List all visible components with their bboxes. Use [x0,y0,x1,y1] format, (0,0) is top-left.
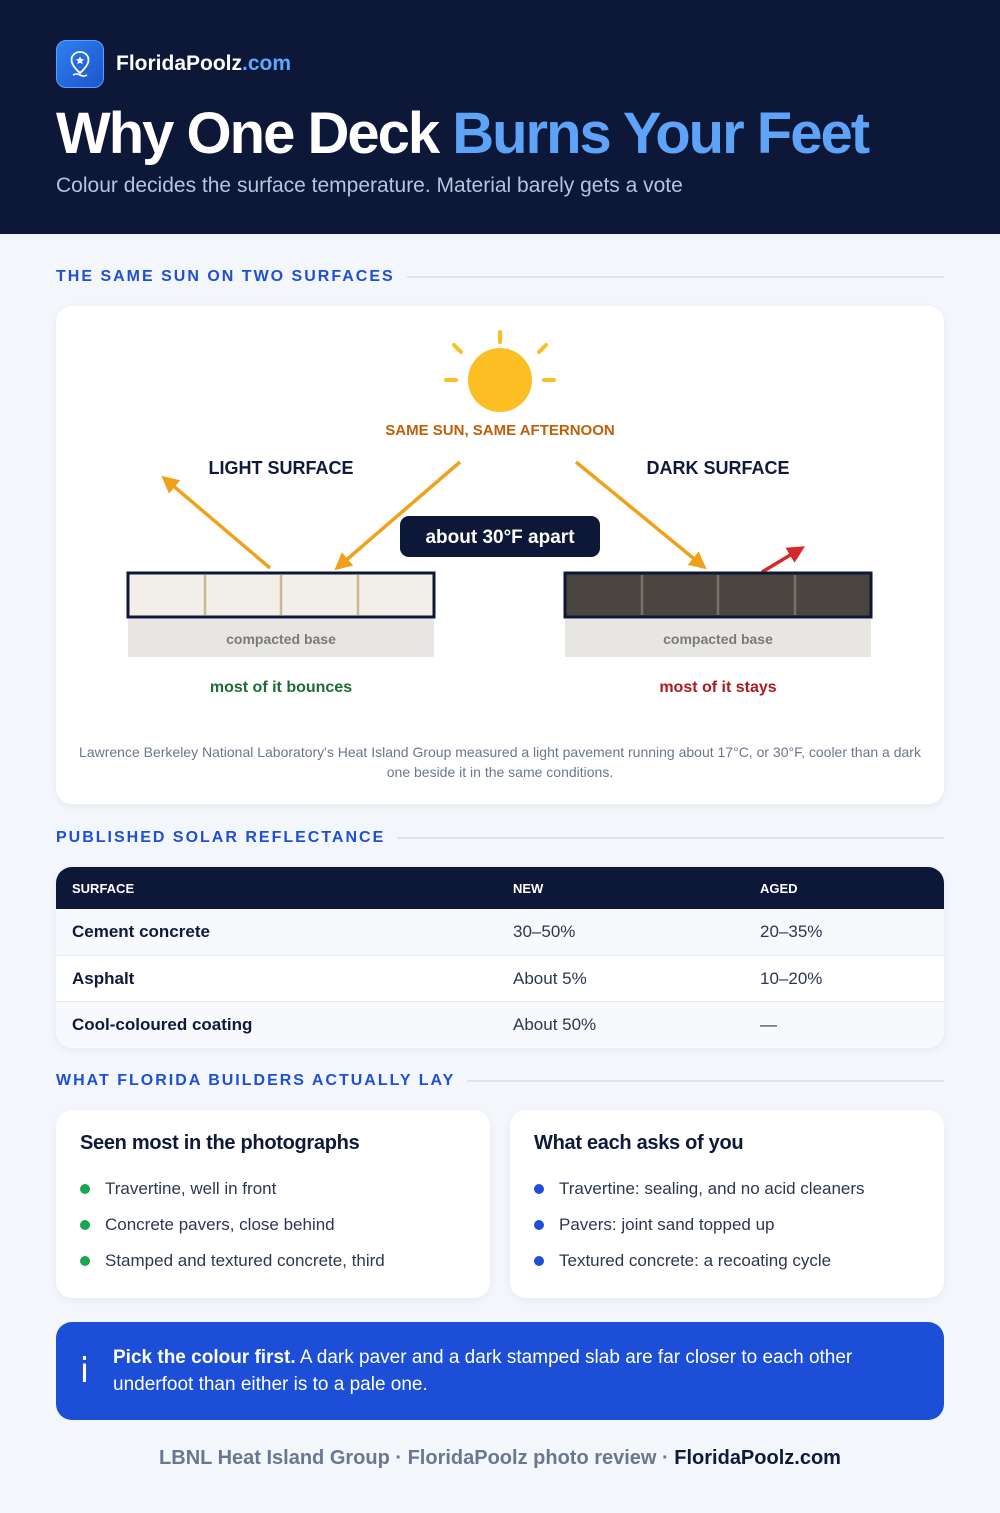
blue-bullet-icon [534,1256,544,1266]
list-item: Travertine: sealing, and no acid cleaners [534,1171,920,1207]
sun-label: SAME SUN, SAME AFTERNOON [385,422,615,439]
list-item: Textured concrete: a recoating cycle [534,1243,920,1279]
heat-diagram [56,306,944,804]
table-row: Cement concrete 30–50% 20–35% [56,909,944,955]
blue-bullet-icon [534,1184,544,1194]
header [0,0,1000,234]
brand[interactable] [56,40,291,88]
list-item: Stamped and textured concrete, third [80,1243,466,1279]
reflected-ray-right [762,548,802,572]
footer-site-link[interactable]: FloridaPoolz.com [674,1447,841,1469]
section-heading-builders: WHAT FLORIDA BUILDERS ACTUALLY LAY [56,1072,944,1090]
reflected-ray-left [164,478,270,568]
table-row: Cool-coloured coating About 50% — [56,1001,944,1047]
green-bullet-icon [80,1220,90,1230]
diagram-caption: Lawrence Berkeley National Laboratory's Heat Island Group measured a light pavement running about 17°C, or 30°F, cooler than a dark one beside it in the same conditions. [79,744,921,780]
base-label-right: compacted base [663,631,773,647]
page-subtitle: Colour decides the surface temperature. Material barely gets a vote [56,174,683,197]
page-title: Why One Deck Burns Your Feet [56,101,869,166]
sun-icon [446,332,554,412]
green-bullet-icon [80,1184,90,1194]
photographs-card [56,1110,490,1298]
brand-name: FloridaPoolz.com [116,52,292,75]
logo-icon [56,40,104,88]
reflectance-table [56,867,944,1048]
blue-bullet-icon [534,1220,544,1230]
light-surface-label: LIGHT SURFACE [208,458,354,478]
card-title: Seen most in the photographs [80,1132,360,1154]
list-item: Pavers: joint sand topped up [534,1207,920,1243]
green-bullet-icon [80,1256,90,1266]
diagram-card [56,306,944,804]
dark-outcome: most of it stays [659,679,777,696]
card-title: What each asks of you [534,1132,744,1154]
section-heading-reflectance: PUBLISHED SOLAR REFLECTANCE [56,829,944,847]
maintenance-card [510,1110,944,1298]
callout-banner [56,1322,944,1420]
list-item: Travertine, well in front [80,1171,466,1207]
svg-text:about 30°F apart: about 30°F apart [425,527,575,548]
section-heading-sun: THE SAME SUN ON TWO SURFACES [56,268,944,286]
light-outcome: most of it bounces [209,679,353,696]
dark-surface-label: DARK SURFACE [646,458,790,478]
footer-sources: LBNL Heat Island Group · FloridaPoolz photo review · FloridaPoolz.com [159,1447,841,1469]
base-label-left: compacted base [226,631,336,647]
table-header: SURFACE NEW AGED [56,867,944,909]
list-item: Concrete pavers, close behind [80,1207,466,1243]
difference-badge [400,516,600,557]
callout-text: Pick the colour first. A dark paver and a dark stamped slab are far closer to each other underfoot than either is to a pale one. [113,1347,853,1395]
info-icon: i [79,1351,90,1391]
table-row: Asphalt About 5% 10–20% [56,955,944,1001]
